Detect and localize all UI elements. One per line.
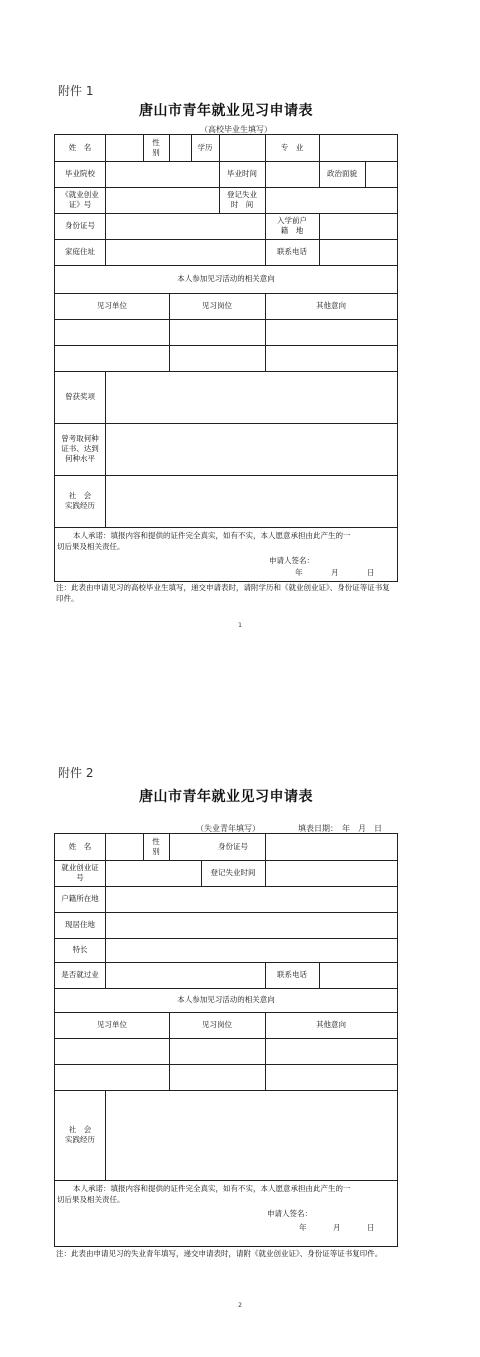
form-subtitle: （高校毕业生填写） bbox=[200, 125, 272, 134]
date-month: 月 bbox=[333, 1223, 341, 1232]
signature-label: 申请人签名： bbox=[267, 1209, 312, 1218]
label-politics: 政治面貌 bbox=[327, 169, 357, 178]
label-social-practice: 社 会 实践经历 bbox=[65, 1125, 95, 1144]
label-id-no: 身份证号 bbox=[65, 221, 95, 230]
intent-header: 本人参加见习活动的相关意向 bbox=[177, 995, 275, 1004]
label-major: 专 业 bbox=[280, 143, 304, 152]
label-employed-before: 是否就过业 bbox=[61, 970, 99, 979]
page-number: 2 bbox=[238, 1302, 242, 1309]
label-household: 入学前户 籍 地 bbox=[277, 216, 307, 235]
label-unemp-reg-time: 登记失业 时 间 bbox=[227, 190, 257, 209]
date-month: 月 bbox=[331, 568, 339, 577]
intent-col-post: 见习岗位 bbox=[202, 301, 232, 310]
label-name: 姓 名 bbox=[68, 842, 92, 851]
label-id-no: 身份证号 bbox=[218, 842, 248, 851]
intent-col-unit: 见习单位 bbox=[97, 301, 127, 310]
page-number: 1 bbox=[238, 622, 242, 629]
label-grad-time: 毕业时间 bbox=[227, 169, 257, 178]
form-title: 唐山市青年就业见习申请表 bbox=[139, 103, 313, 119]
date-year: 年 bbox=[299, 1223, 307, 1232]
label-gender: 性 别 bbox=[152, 837, 160, 856]
label-social-practice: 社 会 实践经历 bbox=[65, 491, 95, 510]
label-employment-cert: 就业创业证 号 bbox=[61, 863, 99, 882]
label-employment-cert: 《就业创业 证》号 bbox=[61, 190, 99, 209]
fill-date: 填表日期： 年 月 日 bbox=[298, 824, 382, 833]
label-specialty: 特长 bbox=[72, 945, 88, 954]
intent-col-unit: 见习单位 bbox=[97, 1020, 127, 1029]
label-address: 家庭住址 bbox=[65, 247, 95, 256]
label-awards: 曾获奖项 bbox=[65, 392, 95, 401]
label-education: 学历 bbox=[197, 143, 213, 152]
annex-label: 附件 1 bbox=[58, 84, 94, 98]
form-note: 注：此表由申请见习的失业青年填写，递交申请表时，请附《就业创业证》、身份证等证书复印件。 bbox=[56, 1249, 383, 1258]
form-subtitle: （失业青年填写） bbox=[196, 824, 260, 833]
intent-col-other: 其他意向 bbox=[316, 301, 346, 310]
intent-col-other: 其他意向 bbox=[316, 1020, 346, 1029]
form-note: 注：此表由申请见习的高校毕业生填写，递交申请表时，请附学历和《就业创业证》、身份证等证书复印件。 bbox=[56, 583, 390, 603]
application-form-table bbox=[54, 134, 398, 582]
label-phone: 联系电话 bbox=[277, 247, 307, 256]
date-year: 年 bbox=[295, 568, 303, 577]
promise-statement: 本人承诺：填报内容和提供的证件完全真实，如有不实，本人愿意承担由此产生的一 切后果及相关责任。 bbox=[57, 1184, 351, 1204]
label-gender: 性 别 bbox=[152, 138, 160, 157]
label-household: 户籍所在地 bbox=[61, 894, 99, 903]
application-form-table bbox=[54, 833, 398, 1247]
label-unemp-reg-time: 登记失业时间 bbox=[210, 868, 256, 877]
intent-header: 本人参加见习活动的相关意向 bbox=[177, 274, 275, 283]
label-school: 毕业院校 bbox=[65, 169, 95, 178]
date-day: 日 bbox=[367, 1223, 375, 1232]
label-phone: 联系电话 bbox=[277, 970, 307, 979]
intent-col-post: 见习岗位 bbox=[202, 1020, 232, 1029]
label-certificates: 曾考取何种 证书、达到 何种水平 bbox=[61, 434, 99, 463]
page-2 bbox=[0, 680, 480, 1357]
form-title: 唐山市青年就业见习申请表 bbox=[139, 789, 313, 805]
promise-statement: 本人承诺：填报内容和提供的证件完全真实，如有不实，本人愿意承担由此产生的一 切后果及相关责任。 bbox=[57, 531, 351, 551]
label-name: 姓 名 bbox=[68, 143, 92, 152]
annex-label: 附件 2 bbox=[58, 766, 94, 780]
label-residence: 现居住地 bbox=[65, 920, 95, 929]
date-day: 日 bbox=[367, 568, 375, 577]
signature-label: 申请人签名： bbox=[269, 556, 314, 565]
